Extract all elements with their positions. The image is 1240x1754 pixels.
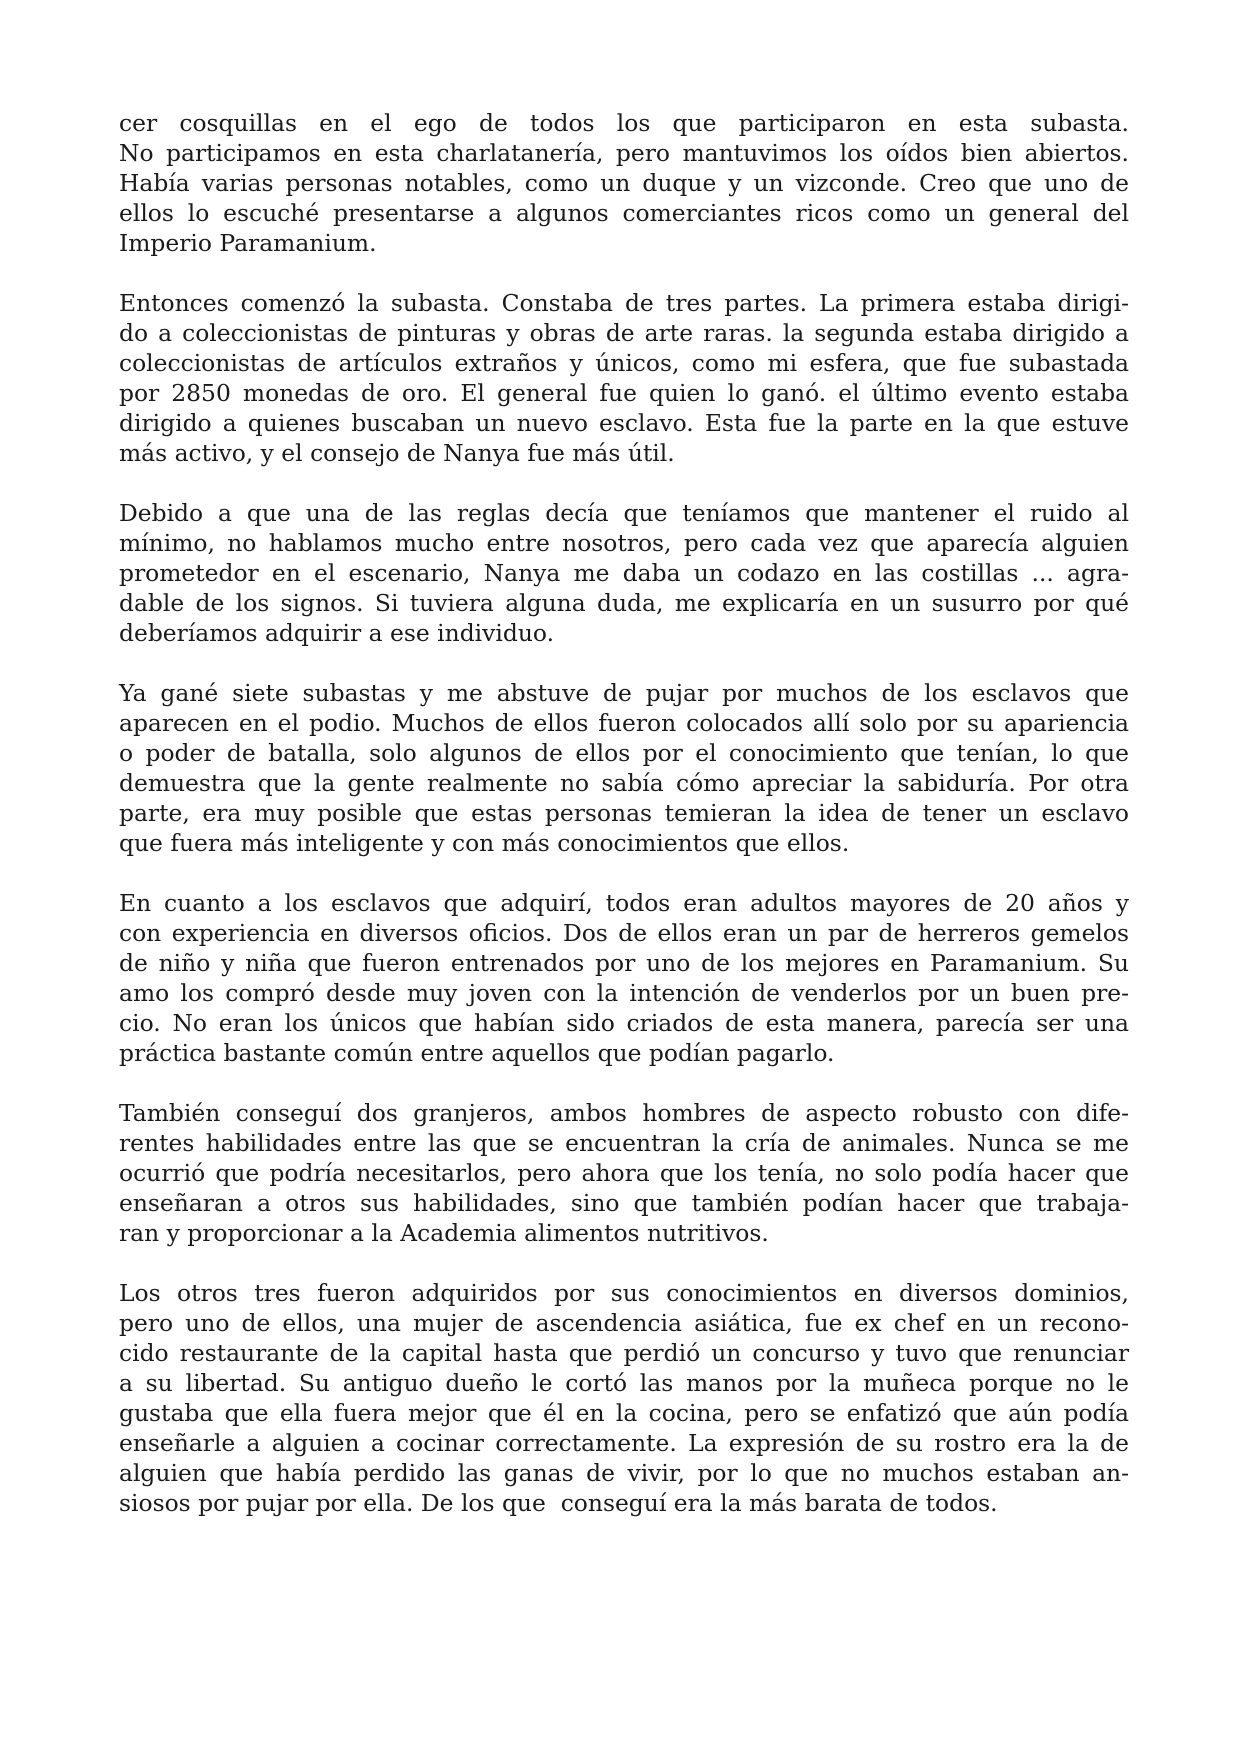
paragraph	[119, 288, 1129, 468]
paragraph	[119, 888, 1129, 1068]
text-line: parte, era muy posible que estas personas temieran la idea de tener un esclavo	[119, 799, 1129, 827]
paragraph	[119, 1278, 1129, 1518]
text-line: enseñaran a otros sus habilidades, sino que también podían hacer que trabaja-	[119, 1189, 1129, 1217]
text-line: cido restaurante de la capital hasta que perdió un concurso y tuvo que renunciar	[119, 1339, 1129, 1367]
text-line: que fuera más inteligente y con más conocimientos que ellos.	[119, 829, 850, 857]
body-text	[119, 108, 1129, 1548]
paragraph	[119, 108, 1129, 258]
text-line: mínimo, no hablamos mucho entre nosotros, pero cada vez que aparecía alguien	[119, 529, 1129, 557]
text-line: También conseguí dos granjeros, ambos hombres de aspecto robusto con dife-	[119, 1099, 1129, 1127]
text-line: gustaba que ella fuera mejor que él en la cocina, pero se enfatizó que aún podía	[119, 1399, 1129, 1427]
paragraph	[119, 678, 1129, 858]
text-line: No participamos en esta charlatanería, pero mantuvimos los oídos bien abiertos.	[119, 139, 1129, 167]
text-line: En cuanto a los esclavos que adquirí, todos eran adultos mayores de 20 años y	[119, 889, 1129, 917]
text-line: do a coleccionistas de pinturas y obras de arte raras. la segunda estaba dirigido a	[119, 319, 1129, 347]
text-line: cio. No eran los únicos que habían sido criados de esta manera, parecía ser una	[119, 1009, 1129, 1037]
text-line: Debido a que una de las reglas decía que teníamos que mantener el ruido al	[119, 499, 1129, 527]
text-line: de niño y niña que fueron entrenados por uno de los mejores en Paramanium. Su	[119, 949, 1129, 977]
text-line: Imperio Paramanium.	[119, 229, 377, 257]
text-line: práctica bastante común entre aquellos que podían pagarlo.	[119, 1039, 835, 1067]
text-line: a su libertad. Su antiguo dueño le cortó las manos por la muñeca porque no le	[119, 1369, 1129, 1397]
text-line: deberíamos adquirir a ese individuo.	[119, 619, 554, 647]
paragraph	[119, 498, 1129, 648]
text-line: rentes habilidades entre las que se encuentran la cría de animales. Nunca se me	[119, 1129, 1129, 1157]
text-line: Había varias personas notables, como un duque y un vizconde. Creo que uno de	[119, 169, 1129, 197]
text-line: aparecen en el podio. Muchos de ellos fueron colocados allí solo por su apariencia	[119, 709, 1129, 737]
text-line: dable de los signos. Si tuviera alguna duda, me explicaría en un susurro por qué	[119, 589, 1129, 617]
text-line: amo los compró desde muy joven con la intención de venderlos por un buen pre-	[119, 979, 1129, 1007]
text-line: Ya gané siete subastas y me abstuve de pujar por muchos de los esclavos que	[119, 679, 1129, 707]
text-line: ran y proporcionar a la Academia alimentos nutritivos.	[119, 1219, 769, 1247]
text-line: demuestra que la gente realmente no sabía cómo apreciar la sabiduría. Por otra	[119, 769, 1129, 797]
text-line: dirigido a quienes buscaban un nuevo esclavo. Esta fue la parte en la que estuve	[119, 409, 1129, 437]
text-line: Los otros tres fueron adquiridos por sus conocimientos en diversos dominios,	[119, 1279, 1129, 1307]
text-line: enseñarle a alguien a cocinar correctamente. La expresión de su rostro era la de	[119, 1429, 1129, 1457]
text-line: cer cosquillas en el ego de todos los que participaron en esta subasta.	[119, 109, 1129, 137]
text-line: coleccionistas de artículos extraños y únicos, como mi esfera, que fue subastada	[119, 349, 1129, 377]
text-line: ocurrió que podría necesitarlos, pero ahora que los tenía, no solo podía hacer que	[119, 1159, 1129, 1187]
text-line: ellos lo escuché presentarse a algunos comerciantes ricos como un general del	[119, 199, 1129, 227]
text-line: por 2850 monedas de oro. El general fue quien lo ganó. el último evento estaba	[119, 379, 1129, 407]
text-line: Entonces comenzó la subasta. Constaba de tres partes. La primera estaba dirigi-	[119, 289, 1129, 317]
text-line: siosos por pujar por ella. De los que conseguí era la más barata de todos.	[119, 1489, 998, 1517]
paragraph	[119, 1098, 1129, 1248]
text-line: alguien que había perdido las ganas de vivir, por lo que no muchos estaban an-	[119, 1459, 1129, 1487]
text-line: prometedor en el escenario, Nanya me daba un codazo en las costillas ... agra-	[119, 559, 1129, 587]
text-line: con experiencia en diversos oficios. Dos de ellos eran un par de herreros gemelos	[119, 919, 1129, 947]
text-line: pero uno de ellos, una mujer de ascendencia asiática, fue ex chef en un recono-	[119, 1309, 1129, 1337]
text-line: más activo, y el consejo de Nanya fue más útil.	[119, 439, 675, 467]
text-line: o poder de batalla, solo algunos de ellos por el conocimiento que tenían, lo que	[119, 739, 1129, 767]
